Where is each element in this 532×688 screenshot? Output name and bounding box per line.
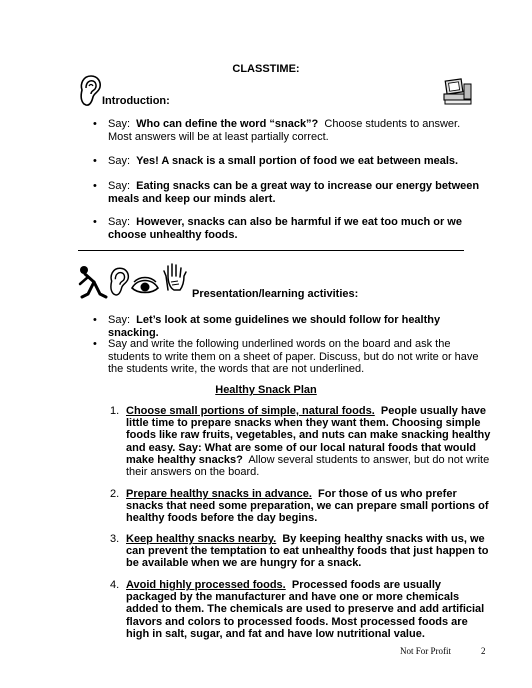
item-number: 3.: [110, 533, 120, 545]
page-title: CLASSTIME:: [232, 63, 300, 75]
plan-item-2: Prepare healthy snacks in advance. For those of us who prefer snacks that need some preparation, we can prepare small portions of healthy foods before the day begins.: [126, 488, 489, 525]
ear-icon: [108, 266, 130, 298]
bullet-marker: •: [93, 118, 97, 130]
plan-title: Healthy Snack Plan: [215, 384, 317, 396]
plan-item-4: Avoid highly processed foods. Processed foods are usually packaged by the manufacturer and have one or more chemicals added to them. The chemicals are used to preserve and add artificial flavors and colors to processed foods. Most processed foods are high in salt, sugar, and fat and have low nutritional value.: [126, 579, 485, 640]
bullet-marker: •: [93, 338, 97, 350]
item-number: 1.: [110, 405, 120, 417]
page-number: 2: [481, 646, 486, 656]
hand-icon: [162, 262, 188, 292]
bullet-marker: •: [93, 314, 97, 326]
bullet-marker: •: [93, 216, 97, 228]
presentation-bullet-2: Say and write the following underlined words on the board and ask the students to write them on a sheet of paper. Discuss, but do not write or have the students write, the words that are not underlined.: [108, 338, 479, 375]
bullet-marker: •: [93, 180, 97, 192]
intro-bullet-2: Say: Yes! A snack is a small portion of food we eat between meals.: [108, 155, 459, 167]
item-number: 2.: [110, 488, 120, 500]
computer-icon: [442, 78, 474, 106]
stretching-figure-icon: [78, 264, 108, 300]
intro-bullet-3: Say: Eating snacks can be a great way to increase our energy between meals and keep our minds alert.: [108, 180, 480, 205]
plan-item-3: Keep healthy snacks nearby. By keeping healthy snacks with us, we can prevent the temptation to eat unhealthy foods that just happen to be available when we are hungry for a snack.: [126, 533, 489, 570]
presentation-bullet-1: Say: Let’s look at some guidelines we should follow for healthy snacking.: [108, 314, 441, 339]
plan-item-1: Choose small portions of simple, natural foods. People usually have little time to prepare snacks when they want them. Choosing simple foods like raw fruits, vegetables, and nuts can make snacking healthy and easy. Say: What are some of our local natural foods that would make healthy snacks? Allow several students to answer, but do not write their answers on the board.: [126, 405, 491, 479]
bullet-marker: •: [93, 155, 97, 167]
eye-icon: [130, 276, 160, 296]
presentation-label: Presentation/learning activities:: [192, 288, 359, 300]
item-number: 4.: [110, 579, 120, 591]
ear-icon: [78, 74, 102, 108]
section-divider: [78, 250, 464, 251]
footer-text: Not For Profit: [400, 646, 452, 656]
intro-bullet-4: Say: However, snacks can also be harmful if we eat too much or we choose unhealthy foods.: [108, 216, 462, 241]
introduction-label: Introduction:: [102, 95, 170, 107]
intro-bullet-1: Say: Who can define the word “snack”? Choose students to answer. Most answers will be at least partially correct.: [108, 118, 461, 143]
